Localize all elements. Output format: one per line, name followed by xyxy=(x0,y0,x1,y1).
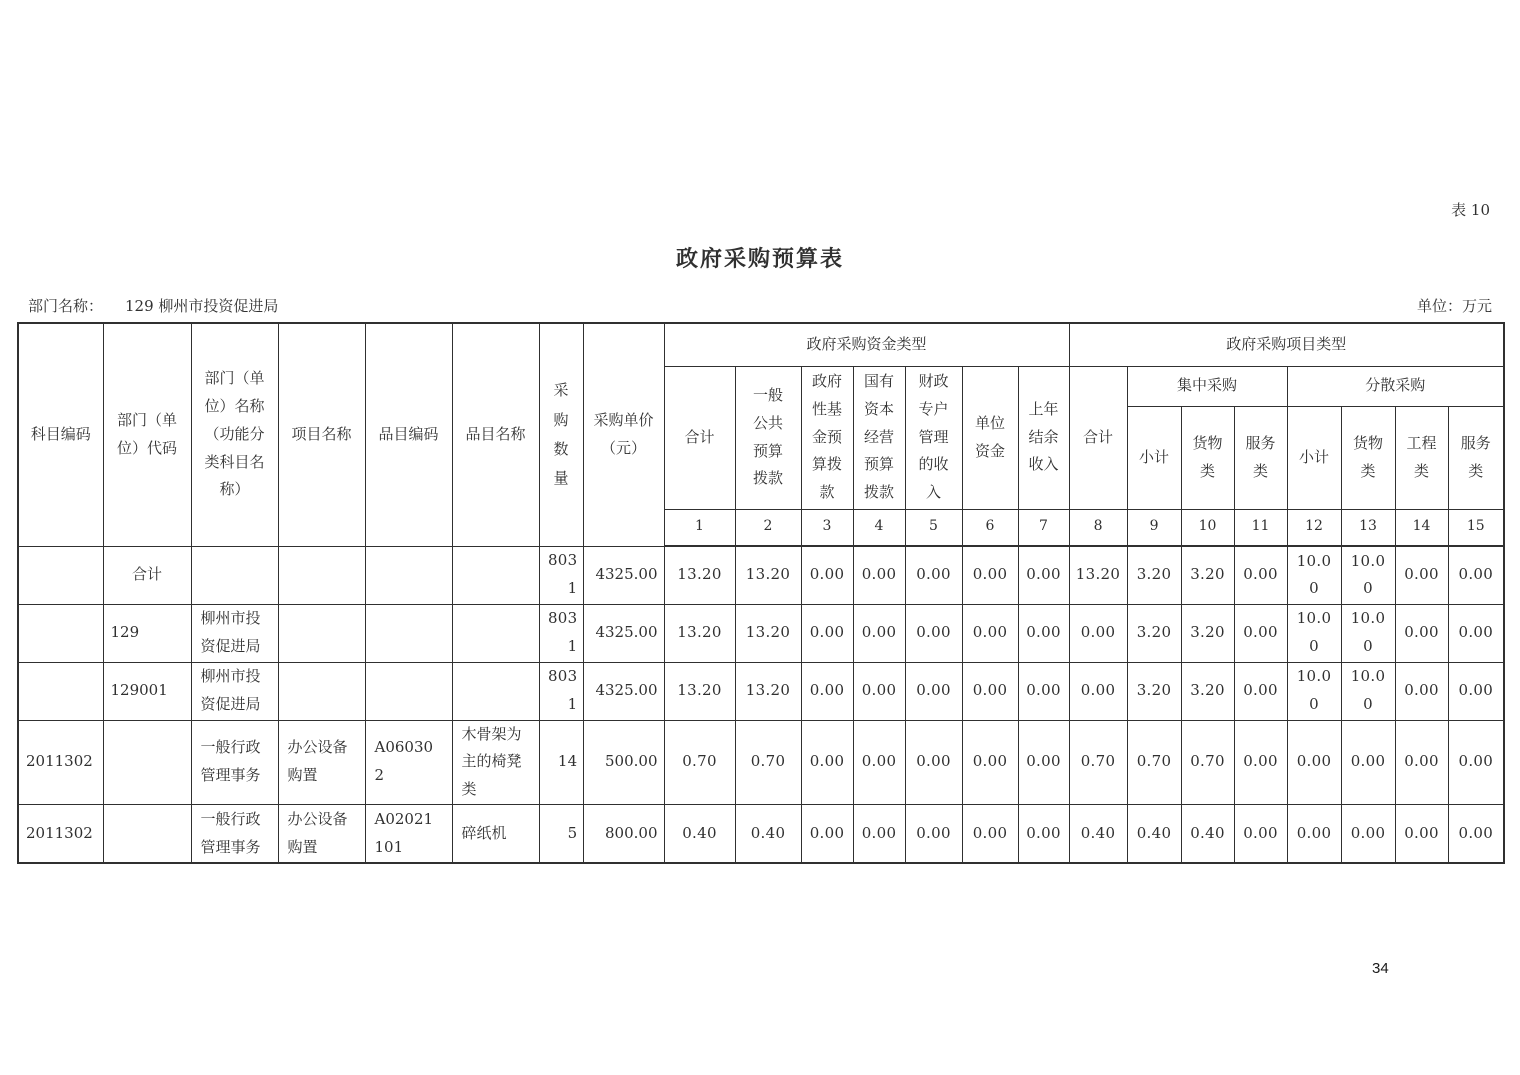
cell-r1-c2: 合计 xyxy=(103,546,191,604)
header-decentralized-goods: 货物类 xyxy=(1341,406,1395,509)
cell-r4-c16: 0.70 xyxy=(1069,720,1127,804)
header-decentralized-services: 服务类 xyxy=(1448,406,1504,509)
header-quantity: 采购数量 xyxy=(539,323,583,546)
table-row-1 xyxy=(18,546,1504,604)
cell-r5-c22: 0.00 xyxy=(1395,804,1448,863)
cell-r2-c2: 129 xyxy=(103,604,191,662)
table-row-2 xyxy=(18,604,1504,662)
page-number: 34 xyxy=(1372,960,1389,977)
cell-r4-c7: 14 xyxy=(539,720,583,804)
cell-r1-c19: 0.00 xyxy=(1234,546,1287,604)
cell-r4-c8: 500.00 xyxy=(583,720,664,804)
cell-r5-c6: 碎纸机 xyxy=(452,804,539,863)
cell-r3-c1 xyxy=(18,662,103,720)
cell-r4-c15: 0.00 xyxy=(1018,720,1069,804)
cell-r1-c9: 13.20 xyxy=(664,546,735,604)
cell-r4-c6: 木骨架为主的椅凳类 xyxy=(452,720,539,804)
column-number-10: 10 xyxy=(1181,509,1234,546)
header-fund-total: 合计 xyxy=(664,366,735,509)
header-fund-gov-fund: 政府性基金预算拨款 xyxy=(801,366,853,509)
cell-r2-c17: 3.20 xyxy=(1127,604,1181,662)
header-centralized-subtotal: 小计 xyxy=(1127,406,1181,509)
cell-r1-c7: 8031 xyxy=(539,546,583,604)
cell-r4-c17: 0.70 xyxy=(1127,720,1181,804)
cell-r1-c14: 0.00 xyxy=(962,546,1018,604)
cell-r2-c11: 0.00 xyxy=(801,604,853,662)
header-project-total: 合计 xyxy=(1069,366,1127,509)
table-row-4 xyxy=(18,720,1504,804)
cell-r2-c19: 0.00 xyxy=(1234,604,1287,662)
header-decentralized-works: 工程类 xyxy=(1395,406,1448,509)
cell-r3-c12: 0.00 xyxy=(853,662,905,720)
cell-r1-c11: 0.00 xyxy=(801,546,853,604)
cell-r3-c13: 0.00 xyxy=(905,662,962,720)
cell-r3-c9: 13.20 xyxy=(664,662,735,720)
header-centralized-services: 服务类 xyxy=(1234,406,1287,509)
cell-r1-c8: 4325.00 xyxy=(583,546,664,604)
cell-r3-c16: 0.00 xyxy=(1069,662,1127,720)
cell-r5-c13: 0.00 xyxy=(905,804,962,863)
cell-r2-c7: 8031 xyxy=(539,604,583,662)
cell-r1-c22: 0.00 xyxy=(1395,546,1448,604)
header-decentralized-group: 分散采购 xyxy=(1287,366,1504,406)
cell-r5-c3: 一般行政管理事务 xyxy=(191,804,278,863)
cell-r2-c21: 10.00 xyxy=(1341,604,1395,662)
cell-r4-c18: 0.70 xyxy=(1181,720,1234,804)
cell-r1-c4 xyxy=(278,546,365,604)
cell-r2-c4 xyxy=(278,604,365,662)
cell-r2-c23: 0.00 xyxy=(1448,604,1504,662)
cell-r1-c6 xyxy=(452,546,539,604)
cell-r4-c20: 0.00 xyxy=(1287,720,1341,804)
cell-r4-c1: 2011302 xyxy=(18,720,103,804)
cell-r3-c23: 0.00 xyxy=(1448,662,1504,720)
column-number-9: 9 xyxy=(1127,509,1181,546)
header-fund-fiscal-account: 财政专户管理的收入 xyxy=(905,366,962,509)
cell-r5-c8: 800.00 xyxy=(583,804,664,863)
cell-r5-c16: 0.40 xyxy=(1069,804,1127,863)
cell-r3-c17: 3.20 xyxy=(1127,662,1181,720)
department-name-label: 部门名称： xyxy=(28,297,104,315)
cell-r4-c9: 0.70 xyxy=(664,720,735,804)
cell-r2-c8: 4325.00 xyxy=(583,604,664,662)
cell-r2-c3: 柳州市投资促进局 xyxy=(191,604,278,662)
cell-r3-c21: 10.00 xyxy=(1341,662,1395,720)
cell-r5-c5: A02021101 xyxy=(365,804,452,863)
cell-r1-c21: 10.00 xyxy=(1341,546,1395,604)
cell-r3-c19: 0.00 xyxy=(1234,662,1287,720)
cell-r1-c16: 13.20 xyxy=(1069,546,1127,604)
header-dept-name: 部门（单位）名称（功能分类科目名称） xyxy=(191,323,278,546)
page-title: 政府采购预算表 xyxy=(675,246,844,272)
header-project-name: 项目名称 xyxy=(278,323,365,546)
cell-r2-c13: 0.00 xyxy=(905,604,962,662)
header-row-groups xyxy=(18,323,1504,366)
cell-r4-c4: 办公设备购置 xyxy=(278,720,365,804)
cell-r1-c18: 3.20 xyxy=(1181,546,1234,604)
cell-r4-c23: 0.00 xyxy=(1448,720,1504,804)
header-fund-state-capital: 国有资本经营预算拨款 xyxy=(853,366,905,509)
cell-r5-c4: 办公设备购置 xyxy=(278,804,365,863)
column-number-7: 7 xyxy=(1018,509,1069,546)
cell-r5-c14: 0.00 xyxy=(962,804,1018,863)
column-number-1: 1 xyxy=(664,509,735,546)
header-item-code: 品目编码 xyxy=(365,323,452,546)
cell-r4-c3: 一般行政管理事务 xyxy=(191,720,278,804)
cell-r3-c15: 0.00 xyxy=(1018,662,1069,720)
cell-r3-c3: 柳州市投资促进局 xyxy=(191,662,278,720)
table-header xyxy=(18,323,1504,546)
cell-r4-c22: 0.00 xyxy=(1395,720,1448,804)
cell-r1-c17: 3.20 xyxy=(1127,546,1181,604)
column-number-8: 8 xyxy=(1069,509,1127,546)
header-item-name: 品目名称 xyxy=(452,323,539,546)
cell-r3-c10: 13.20 xyxy=(735,662,801,720)
cell-r2-c6 xyxy=(452,604,539,662)
cell-r3-c14: 0.00 xyxy=(962,662,1018,720)
header-fund-carryover: 上年结余收入 xyxy=(1018,366,1069,509)
cell-r3-c22: 0.00 xyxy=(1395,662,1448,720)
cell-r2-c5 xyxy=(365,604,452,662)
cell-r1-c13: 0.00 xyxy=(905,546,962,604)
cell-r1-c10: 13.20 xyxy=(735,546,801,604)
cell-r2-c14: 0.00 xyxy=(962,604,1018,662)
header-subject-code: 科目编码 xyxy=(18,323,103,546)
header-project-type-group: 政府采购项目类型 xyxy=(1069,323,1504,366)
cell-r5-c19: 0.00 xyxy=(1234,804,1287,863)
column-number-13: 13 xyxy=(1341,509,1395,546)
table-row-3 xyxy=(18,662,1504,720)
header-dept-code: 部门（单位）代码 xyxy=(103,323,191,546)
cell-r4-c13: 0.00 xyxy=(905,720,962,804)
table-row-5 xyxy=(18,804,1504,863)
column-number-3: 3 xyxy=(801,509,853,546)
cell-r3-c2: 129001 xyxy=(103,662,191,720)
cell-r3-c4 xyxy=(278,662,365,720)
cell-r4-c14: 0.00 xyxy=(962,720,1018,804)
cell-r1-c20: 10.00 xyxy=(1287,546,1341,604)
header-decentralized-subtotal: 小计 xyxy=(1287,406,1341,509)
cell-r5-c1: 2011302 xyxy=(18,804,103,863)
department-name-value: 129 柳州市投资促进局 xyxy=(125,297,279,315)
column-number-12: 12 xyxy=(1287,509,1341,546)
cell-r3-c11: 0.00 xyxy=(801,662,853,720)
cell-r2-c1 xyxy=(18,604,103,662)
header-fund-unit-funds: 单位资金 xyxy=(962,366,1018,509)
cell-r2-c20: 10.00 xyxy=(1287,604,1341,662)
column-number-2: 2 xyxy=(735,509,801,546)
cell-r5-c21: 0.00 xyxy=(1341,804,1395,863)
cell-r2-c10: 13.20 xyxy=(735,604,801,662)
header-fund-type-group: 政府采购资金类型 xyxy=(664,323,1069,366)
column-number-4: 4 xyxy=(853,509,905,546)
header-fund-general-budget: 一般公共预算拨款 xyxy=(735,366,801,509)
column-number-15: 15 xyxy=(1448,509,1504,546)
column-number-11: 11 xyxy=(1234,509,1287,546)
cell-r1-c23: 0.00 xyxy=(1448,546,1504,604)
cell-r5-c20: 0.00 xyxy=(1287,804,1341,863)
cell-r5-c10: 0.40 xyxy=(735,804,801,863)
cell-r2-c12: 0.00 xyxy=(853,604,905,662)
cell-r4-c10: 0.70 xyxy=(735,720,801,804)
cell-r2-c22: 0.00 xyxy=(1395,604,1448,662)
cell-r5-c23: 0.00 xyxy=(1448,804,1504,863)
cell-r5-c2 xyxy=(103,804,191,863)
table-number-tag: 表 10 xyxy=(1451,201,1490,219)
table-body xyxy=(18,546,1504,863)
cell-r4-c5: A060302 xyxy=(365,720,452,804)
cell-r5-c17: 0.40 xyxy=(1127,804,1181,863)
cell-r5-c11: 0.00 xyxy=(801,804,853,863)
cell-r1-c15: 0.00 xyxy=(1018,546,1069,604)
cell-r4-c19: 0.00 xyxy=(1234,720,1287,804)
cell-r3-c18: 3.20 xyxy=(1181,662,1234,720)
cell-r2-c16: 0.00 xyxy=(1069,604,1127,662)
cell-r3-c8: 4325.00 xyxy=(583,662,664,720)
cell-r3-c6 xyxy=(452,662,539,720)
cell-r4-c11: 0.00 xyxy=(801,720,853,804)
cell-r4-c12: 0.00 xyxy=(853,720,905,804)
cell-r1-c12: 0.00 xyxy=(853,546,905,604)
cell-r5-c12: 0.00 xyxy=(853,804,905,863)
column-number-5: 5 xyxy=(905,509,962,546)
cell-r5-c7: 5 xyxy=(539,804,583,863)
cell-r1-c3 xyxy=(191,546,278,604)
cell-r4-c21: 0.00 xyxy=(1341,720,1395,804)
cell-r5-c15: 0.00 xyxy=(1018,804,1069,863)
header-centralized-group: 集中采购 xyxy=(1127,366,1287,406)
cell-r4-c2 xyxy=(103,720,191,804)
cell-r1-c5 xyxy=(365,546,452,604)
cell-r3-c20: 10.00 xyxy=(1287,662,1341,720)
cell-r5-c9: 0.40 xyxy=(664,804,735,863)
cell-r2-c15: 0.00 xyxy=(1018,604,1069,662)
column-number-6: 6 xyxy=(962,509,1018,546)
department-name-line xyxy=(28,295,278,316)
cell-r3-c5 xyxy=(365,662,452,720)
cell-r3-c7: 8031 xyxy=(539,662,583,720)
cell-r2-c18: 3.20 xyxy=(1181,604,1234,662)
cell-r2-c9: 13.20 xyxy=(664,604,735,662)
unit-label: 单位：万元 xyxy=(1416,297,1492,315)
procurement-budget-table xyxy=(17,322,1505,864)
column-number-14: 14 xyxy=(1395,509,1448,546)
cell-r1-c1 xyxy=(18,546,103,604)
header-unit-price: 采购单价（元） xyxy=(583,323,664,546)
cell-r5-c18: 0.40 xyxy=(1181,804,1234,863)
header-centralized-goods: 货物类 xyxy=(1181,406,1234,509)
